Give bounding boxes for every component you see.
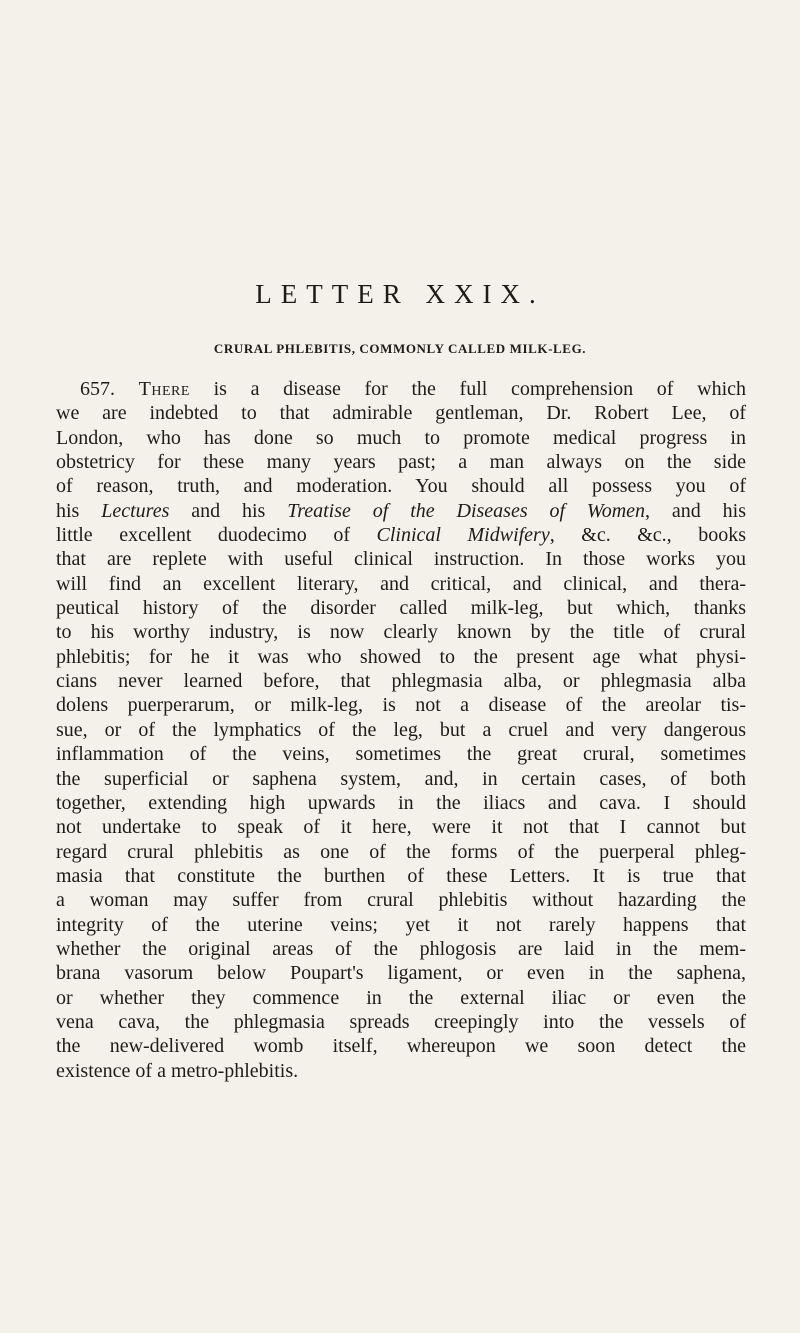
text-line xyxy=(56,937,746,961)
line-text: of reason, truth, and moderation. You should all possess you of xyxy=(56,475,746,498)
line-text: together, extending high upwards in the iliacs and cava. I should xyxy=(56,791,746,814)
line-text: peutical history of the disorder called milk-leg, but which, thanks xyxy=(56,597,746,620)
line-text: dolens puerperarum, or milk-leg, is not a disease of the areolar tis- xyxy=(56,694,746,717)
text-line xyxy=(56,815,746,839)
line-text: integrity of the uterine veins; yet it not rarely happens that xyxy=(56,913,746,936)
text-line xyxy=(56,742,746,766)
text-line xyxy=(56,864,746,888)
text-line xyxy=(56,596,746,620)
text-line xyxy=(56,767,746,791)
line-text: sue, or of the lymphatics of the leg, but a cruel and very dangerous xyxy=(56,718,746,741)
lead-word: There xyxy=(138,378,190,400)
text-line xyxy=(56,1034,746,1058)
line-text: his xyxy=(56,499,102,522)
text-line xyxy=(56,718,746,742)
line-text: cians never learned before, that phlegmasia alba, or phlegmasia alba xyxy=(56,670,746,693)
line-text: regard crural phlebitis as one of the forms of the puerperal phleg- xyxy=(56,840,746,863)
line-text: is a disease for the full comprehension of which xyxy=(189,378,746,400)
line-text: the new-delivered womb itself, whereupon we soon detect the xyxy=(56,1035,746,1058)
text-line xyxy=(56,986,746,1010)
text-line xyxy=(56,620,746,644)
body-paragraph xyxy=(56,377,746,1083)
line-text: brana vasorum below Poupart's ligament, or even in the saphena, xyxy=(56,962,746,985)
line-text: vena cava, the phlegmasia spreads creepingly into the vessels of xyxy=(56,1010,746,1033)
text-line xyxy=(56,523,746,547)
text-line xyxy=(56,645,746,669)
italic-title: Clinical Midwifery xyxy=(376,524,550,547)
line-text: phlebitis; for he it was who showed to the present age what physi- xyxy=(56,645,746,668)
line-text: not undertake to speak of it here, were it not that I cannot but xyxy=(56,816,746,839)
italic-title: Lectures xyxy=(101,499,170,522)
text-line xyxy=(56,961,746,985)
text-line xyxy=(56,426,746,450)
line-text: that are replete with useful clinical instruction. In those works you xyxy=(56,548,746,571)
text-line xyxy=(56,547,746,571)
chapter-subtitle: CRURAL PHLEBITIS, COMMONLY CALLED MILK-LEG. xyxy=(213,341,587,356)
text-line xyxy=(56,499,746,523)
line-text: inflammation of the veins, sometimes the great crural, sometimes xyxy=(56,743,746,766)
line-text: masia that constitute the burthen of these Letters. It is true that xyxy=(56,864,746,887)
line-text: to his worthy industry, is now clearly known by the title of crural xyxy=(56,621,746,644)
text-line xyxy=(56,791,746,815)
line-text: little excellent duodecimo of xyxy=(56,524,377,547)
line-text: existence of a metro-phlebitis. xyxy=(56,1059,299,1082)
line-text: , and his xyxy=(645,499,747,522)
text-line xyxy=(56,450,746,474)
line-text: whether the original areas of the phlogosis are laid in the mem- xyxy=(56,937,746,960)
italic-title: Treatise of the Diseases of Women xyxy=(287,499,646,522)
line-text: will find an excellent literary, and critical, and clinical, and thera- xyxy=(56,572,746,595)
text-line xyxy=(56,888,746,912)
text-line xyxy=(56,474,746,498)
paragraph-number: 657. xyxy=(80,378,115,400)
text-line xyxy=(56,377,746,401)
text-line xyxy=(56,693,746,717)
text-line xyxy=(56,669,746,693)
line-text: or whether they commence in the external iliac or even the xyxy=(56,986,746,1009)
text-line xyxy=(56,913,746,937)
line-text: we are indebted to that admirable gentleman, Dr. Robert Lee, of xyxy=(56,402,746,425)
text-line xyxy=(56,1059,746,1083)
letter-title: LETTER XXIX. xyxy=(255,279,545,309)
text-line xyxy=(56,1010,746,1034)
line-text: London, who has done so much to promote medical progress in xyxy=(56,426,746,449)
line-text: a woman may suffer from crural phlebitis without hazarding the xyxy=(56,889,746,912)
text-line xyxy=(56,401,746,425)
line-text: the superficial or saphena system, and, in certain cases, of both xyxy=(56,767,746,790)
text-line xyxy=(56,840,746,864)
line-text: , &c. &c., books xyxy=(549,524,747,547)
line-text: and his xyxy=(169,499,288,522)
text-line xyxy=(56,572,746,596)
line-text: obstetricy for these many years past; a man always on the side xyxy=(56,451,746,474)
